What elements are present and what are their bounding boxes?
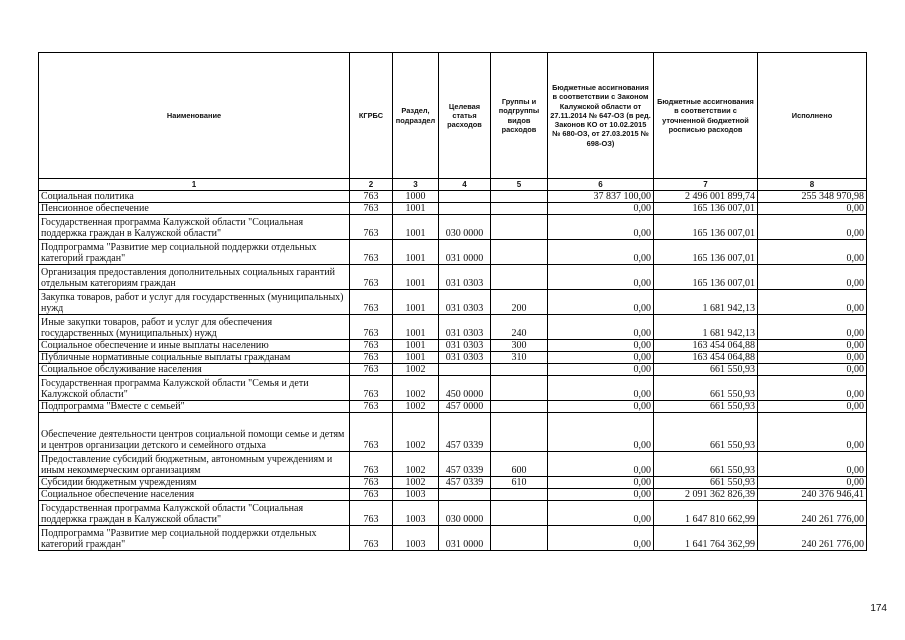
cell-rospis-amount: 163 454 064,88 xyxy=(654,352,758,364)
cell-law-amount: 0,00 xyxy=(548,290,654,315)
cell-kgrbs: 763 xyxy=(350,340,393,352)
cell-rospis-amount: 1 641 764 362,99 xyxy=(654,526,758,551)
cell-name: Закупка товаров, работ и услуг для государственных (муниципальных) нужд xyxy=(39,290,350,315)
cell-expense-group xyxy=(491,401,548,413)
table-row xyxy=(39,501,867,526)
cell-executed-amount: 0,00 xyxy=(758,413,867,452)
cell-executed-amount: 255 348 970,98 xyxy=(758,191,867,203)
cell-kgrbs: 763 xyxy=(350,265,393,290)
cell-target-article: 031 0000 xyxy=(439,526,491,551)
cell-razdel: 1003 xyxy=(393,489,439,501)
budget-table xyxy=(38,52,867,551)
cell-rospis-amount: 661 550,93 xyxy=(654,477,758,489)
cell-target-article: 031 0000 xyxy=(439,240,491,265)
cell-name: Социальное обеспечение и иные выплаты населению xyxy=(39,340,350,352)
cell-law-amount: 0,00 xyxy=(548,489,654,501)
cell-razdel: 1002 xyxy=(393,364,439,376)
cell-target-article: 031 0303 xyxy=(439,352,491,364)
cell-expense-group xyxy=(491,413,548,452)
cell-name: Обеспечение деятельности центров социальной помощи семье и детям и центров организации детского и семейного отдыха xyxy=(39,413,350,452)
cell-rospis-amount: 661 550,93 xyxy=(654,376,758,401)
cell-name: Социальная политика xyxy=(39,191,350,203)
cell-kgrbs: 763 xyxy=(350,290,393,315)
cell-law-amount: 37 837 100,00 xyxy=(548,191,654,203)
cell-name: Подпрограмма "Развитие мер социальной поддержки отдельных категорий граждан" xyxy=(39,240,350,265)
cell-rospis-amount: 165 136 007,01 xyxy=(654,240,758,265)
cell-kgrbs: 763 xyxy=(350,315,393,340)
cell-name: Субсидии бюджетным учреждениям xyxy=(39,477,350,489)
cell-expense-group xyxy=(491,501,548,526)
cell-expense-group xyxy=(491,240,548,265)
cell-executed-amount: 0,00 xyxy=(758,215,867,240)
table-row xyxy=(39,290,867,315)
cell-executed-amount: 240 261 776,00 xyxy=(758,501,867,526)
cell-expense-group: 240 xyxy=(491,315,548,340)
cell-executed-amount: 0,00 xyxy=(758,401,867,413)
cell-law-amount: 0,00 xyxy=(548,477,654,489)
cell-law-amount: 0,00 xyxy=(548,315,654,340)
cell-law-amount: 0,00 xyxy=(548,352,654,364)
cell-expense-group: 600 xyxy=(491,452,548,477)
cell-kgrbs: 763 xyxy=(350,191,393,203)
cell-kgrbs: 763 xyxy=(350,452,393,477)
col-number-3: 3 xyxy=(393,179,439,191)
cell-law-amount: 0,00 xyxy=(548,364,654,376)
cell-executed-amount: 0,00 xyxy=(758,240,867,265)
cell-target-article: 030 0000 xyxy=(439,501,491,526)
cell-expense-group xyxy=(491,526,548,551)
cell-law-amount: 0,00 xyxy=(548,215,654,240)
header-target-article: Целевая статья расходов xyxy=(439,53,491,179)
cell-target-article xyxy=(439,364,491,376)
table-row xyxy=(39,376,867,401)
cell-target-article: 031 0303 xyxy=(439,340,491,352)
cell-razdel: 1002 xyxy=(393,401,439,413)
cell-executed-amount: 0,00 xyxy=(758,452,867,477)
header-expense-group: Группы и подгруппы видов расходов xyxy=(491,53,548,179)
cell-expense-group xyxy=(491,215,548,240)
cell-law-amount: 0,00 xyxy=(548,526,654,551)
table-row xyxy=(39,240,867,265)
cell-executed-amount: 0,00 xyxy=(758,340,867,352)
cell-name: Пенсионное обеспечение xyxy=(39,203,350,215)
cell-razdel: 1001 xyxy=(393,315,439,340)
cell-law-amount: 0,00 xyxy=(548,240,654,265)
cell-razdel: 1003 xyxy=(393,501,439,526)
cell-kgrbs: 763 xyxy=(350,352,393,364)
cell-law-amount: 0,00 xyxy=(548,265,654,290)
cell-expense-group xyxy=(491,191,548,203)
cell-name: Государственная программа Калужской области "Социальная поддержка граждан в Калужской области" xyxy=(39,215,350,240)
cell-name: Государственная программа Калужской области "Социальная поддержка граждан в Калужской области" xyxy=(39,501,350,526)
cell-razdel: 1002 xyxy=(393,376,439,401)
cell-kgrbs: 763 xyxy=(350,401,393,413)
cell-executed-amount: 0,00 xyxy=(758,376,867,401)
cell-law-amount: 0,00 xyxy=(548,452,654,477)
header-row xyxy=(39,53,867,179)
cell-expense-group: 610 xyxy=(491,477,548,489)
cell-razdel: 1002 xyxy=(393,452,439,477)
cell-rospis-amount: 661 550,93 xyxy=(654,413,758,452)
table-row xyxy=(39,477,867,489)
table-row xyxy=(39,265,867,290)
cell-expense-group: 310 xyxy=(491,352,548,364)
cell-razdel: 1001 xyxy=(393,203,439,215)
header-rospis-allocations: Бюджетные ассигнования в соответствии с уточненной бюджетной росписью расходов xyxy=(654,53,758,179)
cell-kgrbs: 763 xyxy=(350,413,393,452)
cell-razdel: 1001 xyxy=(393,352,439,364)
cell-rospis-amount: 2 091 362 826,39 xyxy=(654,489,758,501)
cell-rospis-amount: 661 550,93 xyxy=(654,401,758,413)
col-number-2: 2 xyxy=(350,179,393,191)
cell-expense-group: 200 xyxy=(491,290,548,315)
cell-target-article: 457 0000 xyxy=(439,401,491,413)
cell-rospis-amount: 661 550,93 xyxy=(654,364,758,376)
cell-rospis-amount: 165 136 007,01 xyxy=(654,203,758,215)
cell-target-article: 450 0000 xyxy=(439,376,491,401)
cell-razdel: 1001 xyxy=(393,265,439,290)
cell-razdel: 1001 xyxy=(393,290,439,315)
cell-executed-amount: 0,00 xyxy=(758,203,867,215)
cell-kgrbs: 763 xyxy=(350,240,393,265)
cell-kgrbs: 763 xyxy=(350,376,393,401)
cell-target-article: 031 0303 xyxy=(439,290,491,315)
cell-kgrbs: 763 xyxy=(350,501,393,526)
table-row xyxy=(39,315,867,340)
cell-name: Предоставление субсидий бюджетным, автономным учреждениям и иным некоммерческим организациям xyxy=(39,452,350,477)
cell-kgrbs: 763 xyxy=(350,477,393,489)
cell-name: Социальное обслуживание населения xyxy=(39,364,350,376)
cell-executed-amount: 0,00 xyxy=(758,477,867,489)
cell-razdel: 1000 xyxy=(393,191,439,203)
cell-target-article xyxy=(439,203,491,215)
table-row xyxy=(39,489,867,501)
cell-razdel: 1001 xyxy=(393,240,439,265)
cell-kgrbs: 763 xyxy=(350,215,393,240)
cell-razdel: 1002 xyxy=(393,413,439,452)
col-number-4: 4 xyxy=(439,179,491,191)
table-row xyxy=(39,203,867,215)
cell-kgrbs: 763 xyxy=(350,526,393,551)
table-row xyxy=(39,364,867,376)
cell-target-article: 457 0339 xyxy=(439,477,491,489)
cell-executed-amount: 0,00 xyxy=(758,315,867,340)
cell-law-amount: 0,00 xyxy=(548,203,654,215)
cell-target-article xyxy=(439,489,491,501)
cell-target-article: 457 0339 xyxy=(439,452,491,477)
cell-expense-group xyxy=(491,203,548,215)
cell-kgrbs: 763 xyxy=(350,489,393,501)
header-name: Наименование xyxy=(39,53,350,179)
cell-rospis-amount: 2 496 001 899,74 xyxy=(654,191,758,203)
col-number-5: 5 xyxy=(491,179,548,191)
cell-executed-amount: 0,00 xyxy=(758,364,867,376)
cell-razdel: 1002 xyxy=(393,477,439,489)
table-row xyxy=(39,215,867,240)
col-number-7: 7 xyxy=(654,179,758,191)
table-row xyxy=(39,401,867,413)
table-row xyxy=(39,526,867,551)
cell-razdel: 1001 xyxy=(393,215,439,240)
table-row xyxy=(39,340,867,352)
cell-target-article: 457 0339 xyxy=(439,413,491,452)
col-number-8: 8 xyxy=(758,179,867,191)
cell-rospis-amount: 1 681 942,13 xyxy=(654,315,758,340)
header-kgrbs: КГРБС xyxy=(350,53,393,179)
cell-expense-group xyxy=(491,376,548,401)
cell-target-article: 030 0000 xyxy=(439,215,491,240)
cell-target-article: 031 0303 xyxy=(439,265,491,290)
col-number-6: 6 xyxy=(548,179,654,191)
cell-law-amount: 0,00 xyxy=(548,340,654,352)
cell-name: Подпрограмма "Развитие мер социальной поддержки отдельных категорий граждан" xyxy=(39,526,350,551)
cell-rospis-amount: 1 647 810 662,99 xyxy=(654,501,758,526)
cell-law-amount: 0,00 xyxy=(548,413,654,452)
table-row xyxy=(39,452,867,477)
cell-executed-amount: 240 376 946,41 xyxy=(758,489,867,501)
cell-target-article: 031 0303 xyxy=(439,315,491,340)
cell-name: Иные закупки товаров, работ и услуг для обеспечения государственных (муниципальных) нужд xyxy=(39,315,350,340)
header-executed: Исполнено xyxy=(758,53,867,179)
cell-expense-group xyxy=(491,489,548,501)
cell-law-amount: 0,00 xyxy=(548,376,654,401)
cell-rospis-amount: 165 136 007,01 xyxy=(654,265,758,290)
cell-kgrbs: 763 xyxy=(350,203,393,215)
cell-rospis-amount: 661 550,93 xyxy=(654,452,758,477)
header-law-allocations: Бюджетные ассигнования в соответствии с Законом Калужской области от 27.11.2014 № 647-ОЗ (в ред. Законов КО от 10.02.2015 № 680-ОЗ, от 27.03.2015 № 698-ОЗ) xyxy=(548,53,654,179)
header-razdel: Раздел, подраздел xyxy=(393,53,439,179)
cell-expense-group xyxy=(491,265,548,290)
col-number-1: 1 xyxy=(39,179,350,191)
cell-name: Социальное обеспечение населения xyxy=(39,489,350,501)
cell-name: Подпрограмма "Вместе с семьей" xyxy=(39,401,350,413)
cell-law-amount: 0,00 xyxy=(548,401,654,413)
table-row xyxy=(39,191,867,203)
cell-name: Государственная программа Калужской области "Семья и дети Калужской области" xyxy=(39,376,350,401)
cell-law-amount: 0,00 xyxy=(548,501,654,526)
column-number-row xyxy=(39,179,867,191)
cell-kgrbs: 763 xyxy=(350,364,393,376)
table-row xyxy=(39,352,867,364)
cell-razdel: 1003 xyxy=(393,526,439,551)
cell-rospis-amount: 163 454 064,88 xyxy=(654,340,758,352)
cell-executed-amount: 0,00 xyxy=(758,265,867,290)
cell-rospis-amount: 1 681 942,13 xyxy=(654,290,758,315)
cell-target-article xyxy=(439,191,491,203)
cell-rospis-amount: 165 136 007,01 xyxy=(654,215,758,240)
cell-executed-amount: 0,00 xyxy=(758,290,867,315)
cell-expense-group: 300 xyxy=(491,340,548,352)
cell-name: Публичные нормативные социальные выплаты гражданам xyxy=(39,352,350,364)
page-number: 174 xyxy=(870,603,887,614)
cell-expense-group xyxy=(491,364,548,376)
table-row xyxy=(39,413,867,452)
table-body xyxy=(39,191,867,551)
cell-executed-amount: 240 261 776,00 xyxy=(758,526,867,551)
cell-executed-amount: 0,00 xyxy=(758,352,867,364)
cell-name: Организация предоставления дополнительных социальных гарантий отдельным категориям граждан xyxy=(39,265,350,290)
cell-razdel: 1001 xyxy=(393,340,439,352)
